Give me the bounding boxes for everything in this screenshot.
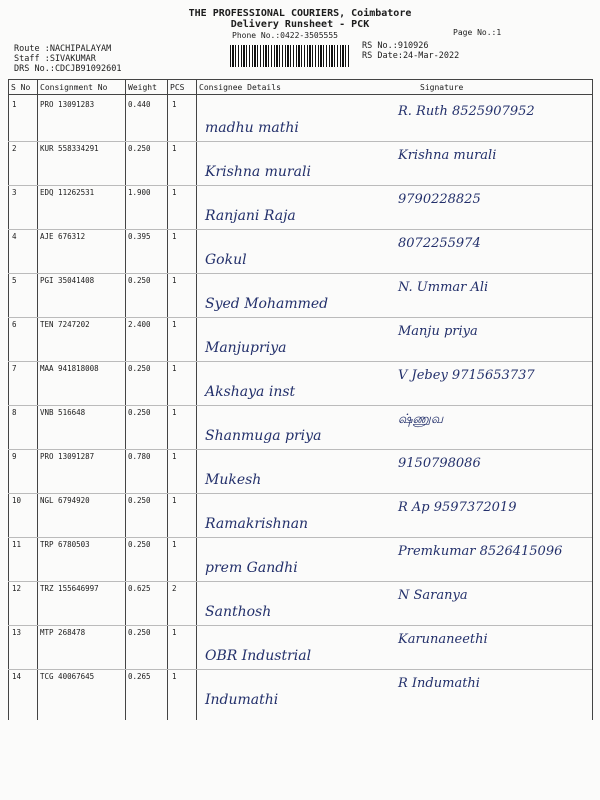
row-weight: 0.265	[128, 672, 151, 681]
row-serial-number: 10	[12, 496, 22, 505]
row-consignment-number: TRP 6780503	[40, 540, 90, 549]
row-signature-handwritten: ஷ்ணுவ	[398, 412, 444, 427]
column-header-signature: Signature	[420, 83, 464, 92]
document-subtitle: Delivery Runsheet - PCK	[230, 19, 370, 30]
column-header-weight: Weight	[128, 83, 157, 92]
row-weight: 1.900	[128, 188, 151, 197]
row-consignment-number: KUR 558334291	[40, 144, 99, 153]
row-pieces: 1	[172, 628, 177, 637]
row-consignment-number: TRZ 155646997	[40, 584, 99, 593]
row-serial-number: 9	[12, 452, 17, 461]
row-consignment-number: PRO 13091287	[40, 452, 95, 461]
row-divider	[8, 493, 592, 494]
rs-number: RS No.:910926	[362, 41, 429, 51]
row-divider	[8, 273, 592, 274]
row-divider	[8, 317, 592, 318]
column-header-sno: S No	[11, 83, 31, 92]
row-serial-number: 6	[12, 320, 17, 329]
table-top-border	[8, 79, 592, 80]
row-pieces: 1	[172, 408, 177, 417]
row-signature-handwritten: N Saranya	[398, 588, 468, 603]
row-signature-handwritten: 8072255974	[398, 236, 481, 251]
row-pieces: 1	[172, 100, 177, 109]
row-serial-number: 8	[12, 408, 17, 417]
row-consignee-handwritten: prem Gandhi	[205, 560, 298, 576]
row-signature-handwritten: Manju priya	[398, 324, 478, 339]
row-divider	[8, 141, 592, 142]
row-weight: 0.395	[128, 232, 151, 241]
table-header-border	[8, 94, 592, 95]
row-signature-handwritten: N. Ummar Ali	[398, 280, 489, 295]
row-weight: 0.250	[128, 408, 151, 417]
row-divider	[8, 581, 592, 582]
row-pieces: 1	[172, 188, 177, 197]
row-weight: 0.250	[128, 540, 151, 549]
rs-date: RS Date:24-Mar-2022	[362, 51, 460, 61]
row-consignee-handwritten: Akshaya inst	[205, 384, 296, 400]
row-divider	[8, 449, 592, 450]
row-consignee-handwritten: Manjupriya	[205, 340, 287, 356]
row-consignee-handwritten: madhu mathi	[205, 120, 299, 136]
row-signature-handwritten: Premkumar 8526415096	[398, 544, 563, 559]
row-pieces: 1	[172, 672, 177, 681]
row-signature-handwritten: V Jebey 9715653737	[398, 368, 535, 383]
row-weight: 0.250	[128, 496, 151, 505]
staff-label: Staff :SIVAKUMAR	[14, 54, 96, 64]
row-signature-handwritten: R. Ruth 8525907952	[398, 104, 535, 119]
row-consignment-number: PRO 13091283	[40, 100, 95, 109]
row-consignee-handwritten: Shanmuga priya	[205, 428, 322, 444]
row-pieces: 1	[172, 452, 177, 461]
row-weight: 0.250	[128, 364, 151, 373]
row-consignee-handwritten: Mukesh	[205, 472, 262, 488]
row-serial-number: 13	[12, 628, 22, 637]
col-divider	[196, 79, 197, 720]
route-label: Route :NACHIPALAYAM	[14, 44, 112, 54]
column-header-pcs: PCS	[170, 83, 185, 92]
row-consignee-handwritten: Santhosh	[205, 604, 272, 620]
row-weight: 0.250	[128, 144, 151, 153]
row-weight: 0.625	[128, 584, 151, 593]
row-consignment-number: AJE 676312	[40, 232, 86, 241]
row-serial-number: 5	[12, 276, 17, 285]
row-pieces: 2	[172, 584, 177, 593]
row-divider	[8, 669, 592, 670]
phone-number: Phone No.:0422-3505555	[232, 31, 338, 40]
row-pieces: 1	[172, 540, 177, 549]
row-divider	[8, 185, 592, 186]
col-divider	[592, 79, 593, 720]
row-divider	[8, 405, 592, 406]
col-divider	[8, 79, 9, 720]
row-consignee-handwritten: Gokul	[205, 252, 247, 268]
row-signature-handwritten: R Indumathi	[398, 676, 480, 691]
row-weight: 0.250	[128, 628, 151, 637]
row-divider	[8, 537, 592, 538]
col-divider	[125, 79, 126, 720]
col-divider	[37, 79, 38, 720]
row-consignee-handwritten: Syed Mohammed	[205, 296, 329, 312]
row-serial-number: 12	[12, 584, 22, 593]
row-consignment-number: TEN 7247202	[40, 320, 90, 329]
row-weight: 0.440	[128, 100, 151, 109]
col-divider	[167, 79, 168, 720]
barcode-image	[230, 45, 350, 67]
row-consignment-number: VNB 516648	[40, 408, 86, 417]
row-serial-number: 7	[12, 364, 17, 373]
row-consignment-number: NGL 6794920	[40, 496, 90, 505]
row-consignment-number: PGI 35041408	[40, 276, 95, 285]
row-pieces: 1	[172, 276, 177, 285]
row-weight: 0.780	[128, 452, 151, 461]
row-consignment-number: EDQ 11262531	[40, 188, 95, 197]
column-header-consignee: Consignee Details	[199, 83, 281, 92]
row-serial-number: 2	[12, 144, 17, 153]
row-serial-number: 14	[12, 672, 22, 681]
row-consignee-handwritten: Ranjani Raja	[205, 208, 296, 224]
row-signature-handwritten: R Ap 9597372019	[398, 500, 517, 515]
row-consignee-handwritten: Krishna murali	[205, 164, 311, 180]
row-signature-handwritten: 9790228825	[398, 192, 481, 207]
page-number: Page No.:1	[453, 28, 502, 37]
row-divider	[8, 361, 592, 362]
row-pieces: 1	[172, 144, 177, 153]
row-weight: 0.250	[128, 276, 151, 285]
row-signature-handwritten: Karunaneethi	[398, 632, 488, 647]
row-pieces: 1	[172, 364, 177, 373]
row-pieces: 1	[172, 320, 177, 329]
row-serial-number: 11	[12, 540, 22, 549]
column-header-consignment: Consignment No	[40, 83, 108, 92]
drs-number: DRS No.:CDCJB91092601	[14, 64, 122, 74]
row-serial-number: 3	[12, 188, 17, 197]
row-consignment-number: TCG 40067645	[40, 672, 95, 681]
row-consignee-handwritten: Indumathi	[205, 692, 279, 708]
company-title: THE PROFESSIONAL COURIERS, Coimbatore	[188, 8, 412, 19]
row-weight: 2.400	[128, 320, 151, 329]
row-pieces: 1	[172, 496, 177, 505]
row-consignment-number: MTP 268478	[40, 628, 86, 637]
row-serial-number: 1	[12, 100, 17, 109]
row-consignee-handwritten: Ramakrishnan	[205, 516, 309, 532]
row-consignment-number: MAA 941818008	[40, 364, 99, 373]
row-divider	[8, 625, 592, 626]
row-signature-handwritten: 9150798086	[398, 456, 481, 471]
row-serial-number: 4	[12, 232, 17, 241]
row-consignee-handwritten: OBR Industrial	[205, 648, 312, 664]
row-divider	[8, 229, 592, 230]
row-signature-handwritten: Krishna murali	[398, 148, 497, 163]
row-pieces: 1	[172, 232, 177, 241]
